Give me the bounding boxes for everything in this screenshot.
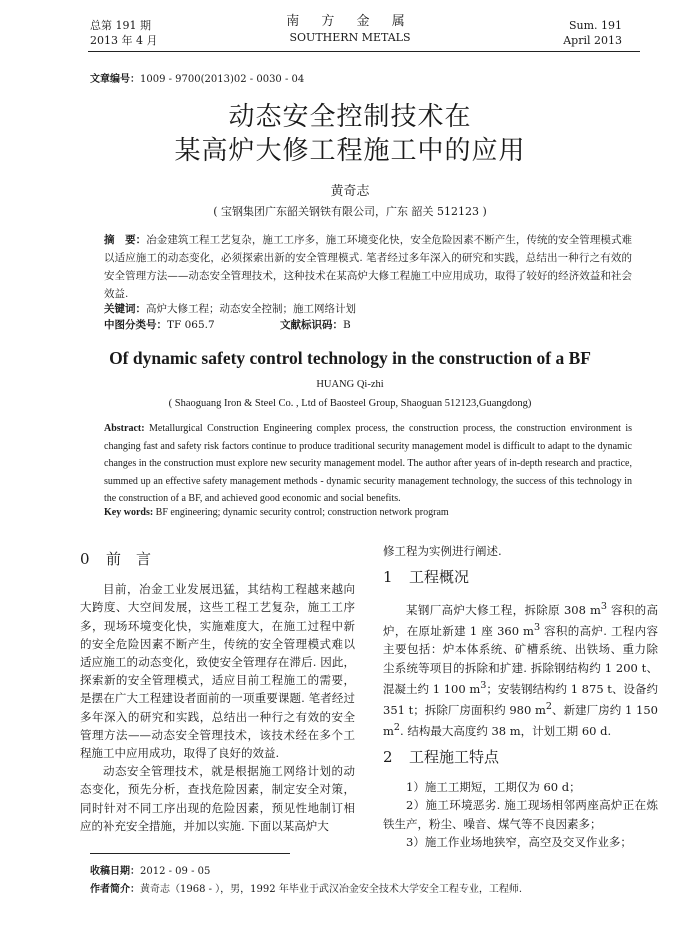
section-title: 工程概况 (409, 568, 470, 587)
affiliation-en: ( Shaoguang Iron & Steel Co. , Ltd of Baosteel Group, Shaoguan 512123,Guangdong) (168, 398, 532, 409)
section-heading-0 (80, 550, 355, 568)
section-heading-2 (383, 748, 658, 766)
paragraph: 某钢厂高炉大修工程，拆除原 308 $m^3$ 容积的高炉，在原址新建 1 座 360 $m^3$ 容积的高炉. 工程内容主要包括：炉本体系统、矿槽系统、出铁场、重力除尘系统等项目的拆除和扩建. 拆除钢结构约 1 200 t、混凝土约 1 100 $m^3$；安装钢结构约 1 875 t、设备约 351 t；拆除厂房面积约 980 $m^2$、新建厂房约 1 150 $m^2$. 结构最大高度约 38 m，计划工期 60 d. (383, 601, 659, 738)
list-item: 1）施工工期短，工期仅为 60 d； (406, 780, 581, 795)
journal-name-cn: 南 方 金 属 (286, 14, 414, 29)
paragraph: 动态安全管理技术，就是根据施工网络计划的动态变化，预先分析，查找危险因素，制定安全对策，同时针对不同工序出现的危险因素，预见性地制订相应的补充安全措施，并加以实施. 下面以某高炉大 (80, 764, 355, 833)
author-bio-value: 黄奇志（1968 - ），男，1992 年毕业于武汉冶金安全技术大学安全工程专业，工程师. (140, 884, 522, 895)
keywords-en-label: Key words: (104, 507, 154, 518)
classification-cn (104, 317, 632, 333)
header-divider (88, 51, 640, 52)
section-heading-1 (383, 568, 658, 586)
title-cn-line2: 某高炉大修工程施工中的应用 (174, 136, 526, 166)
footnote-received (90, 862, 210, 877)
title-cn (0, 100, 700, 168)
list-item: 3）施工作业场地狭窄，高空及交叉作业多； (406, 834, 632, 849)
abstract-cn-text: 冶金建筑工程工艺复杂，施工工序多，施工环境变化快，安全危险因素不断产生，传统的安全管理模式难以适应施工的动态变化，必须探索出新的安全管理模式. 笔者经过多年深入的研究和实践，总结出一种行之有效的安全管理方法——动态安全管理技术，这种技术在某高炉大修工程施工中应用成功，取得了较好的经济效益和社会效益. (104, 234, 633, 300)
received-value: 2012 - 09 - 05 (140, 866, 211, 877)
received-label: 收稿日期： (90, 866, 140, 877)
article-number (90, 70, 304, 85)
title-cn-line1: 动态安全控制技术在 (228, 102, 472, 132)
abstract-en (104, 420, 632, 508)
author-en: HUANG Qi-zhi (316, 379, 384, 390)
journal-name-en: SOUTHERN METALS (289, 31, 411, 44)
article-number-label: 文章编号： (90, 74, 140, 85)
abstract-cn (104, 231, 632, 303)
paragraph: 目前，冶金工业发展迅猛，其结构工程越来越向大跨度、大空间发展，这些工程工艺复杂，施工工序多，现场环境变化快，实施难度大，在施工过程中新的安全危险因素不断产生，传统的安全管理模式难以适应施工的动态变化，致使安全管理存在滞后. 因此，探索新的安全管理模式，适应目前工程施工的需要，是摆在广大工程建设者面前的一项重要课题. 笔者经过多年深入的研究和实践，总结出一种行之有效的安全管理方法——动态安全管理技术，该技术经在多个工程施工中应用成功，取得了良好的效益. (80, 582, 355, 761)
footnote-author-bio (90, 880, 522, 895)
date-en: April 2013 (563, 34, 622, 47)
header-right (563, 18, 622, 48)
list-item: 2）施工环境恶劣. 施工现场相邻两座高炉正在炼铁生产，粉尘、噪音、煤气等不良因素多； (383, 798, 658, 831)
section-number: 1 (383, 568, 393, 587)
title-en: Of dynamic safety control technology in the construction of a BF (109, 348, 591, 368)
keywords-en-text: BF engineering; dynamic security control; construction network program (153, 507, 449, 518)
keywords-en (104, 507, 632, 518)
doc-code (280, 317, 351, 333)
clc-label: 中图分类号： (104, 319, 167, 331)
section-title: 前 言 (106, 550, 152, 568)
footnote-divider (90, 853, 290, 854)
date-cn: 2013 年 4 月 (90, 34, 158, 47)
keywords-cn-label: 关键词： (104, 303, 146, 315)
abstract-en-label: Abstract: (104, 423, 145, 434)
section-number: 0 (80, 550, 90, 568)
author-bio-label: 作者简介： (90, 884, 140, 895)
doc-code-value: B (343, 319, 351, 331)
issue-cn: 总第 191 期 (90, 19, 151, 32)
clc-value: TF 065.7 (167, 319, 215, 331)
body-column-right (383, 542, 658, 851)
section-number: 2 (383, 747, 393, 766)
author-cn: 黄奇志 (330, 184, 370, 199)
issue-en: Sum. 191 (568, 19, 622, 32)
abstract-en-text: Metallurgical Construction Engineering complex process, the construction process, the construction environment is changing fast and safety risk factors continue to produce traditional security management model is difficult to adapt to the dynamic changes in the construction must explore new security management model. The author after years of in-depth research and practice, summed up an effective safety management methods - dynamic security management technology, the success of this technology in the construction of a BF, and achieved good economic and social benefits. (104, 423, 632, 504)
abstract-cn-label: 摘 要： (104, 234, 147, 246)
doc-code-label: 文献标识码： (280, 319, 343, 331)
keywords-cn-text: 高炉大修工程；动态安全控制；施工网络计划 (146, 303, 356, 315)
body-column-left (80, 542, 355, 835)
keywords-cn (104, 301, 632, 317)
paragraph-continued: 修工程为实例进行阐述. (383, 544, 502, 558)
article-number-value: 1009 - 9700(2013)02 - 0030 - 04 (140, 74, 305, 85)
affiliation-cn: ( 宝钢集团广东韶关钢铁有限公司，广东 韶关 512123 ) (213, 205, 487, 218)
section-title: 工程施工特点 (409, 747, 500, 766)
